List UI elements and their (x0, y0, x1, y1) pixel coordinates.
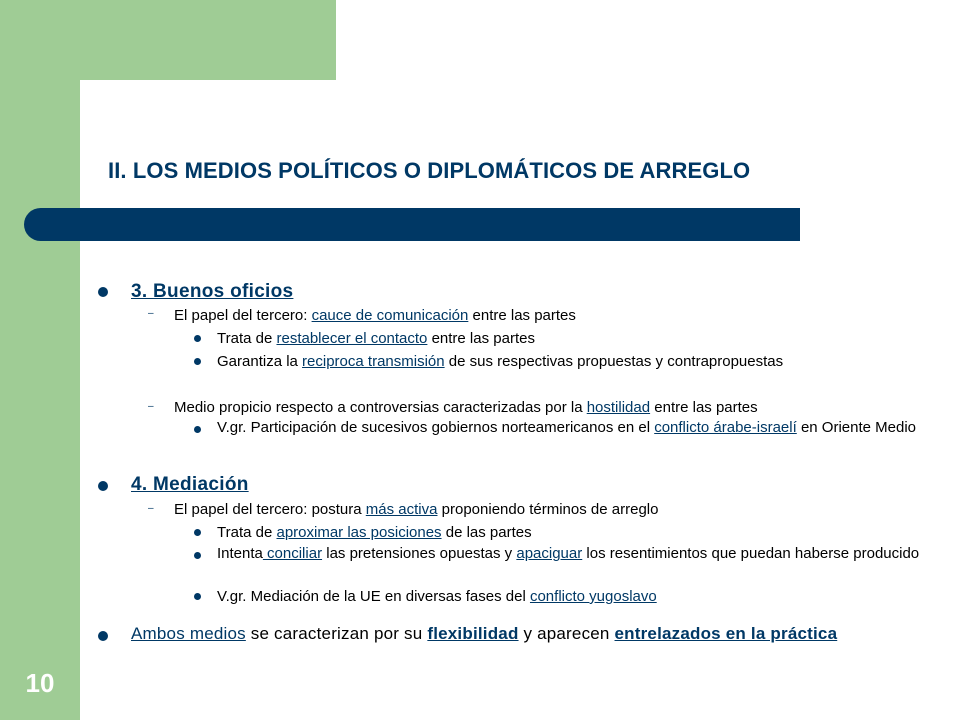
bullet-icon (194, 426, 201, 433)
mediacion-item-1: El papel del tercero: postura más activa proponiendo términos de arreglo (174, 501, 659, 518)
mediacion-sub-2: Intenta conciliar las pretensiones opuestas y apaciguar los resentimientos que puedan haberse producido (217, 545, 920, 562)
heading-buenos-oficios[interactable]: 3. Buenos oficios (131, 281, 294, 302)
conclusion-paragraph: Ambos medios se caracterizan por su flexibilidad y aparecen entrelazados en la práctica (131, 624, 838, 643)
link-reciproca-transmision[interactable]: reciproca transmisión (302, 353, 445, 370)
dash-icon: – (148, 401, 154, 412)
buenos-oficios-sub-1: Trata de restablecer el contacto entre las partes (217, 330, 535, 347)
link-aproximar-posiciones[interactable]: aproximar las posiciones (276, 524, 442, 541)
mediacion-sub-3: V.gr. Mediación de la UE en diversas fases del conflicto yugoslavo (217, 588, 657, 605)
bullet-icon (194, 358, 201, 365)
buenos-oficios-sub-2: Garantiza la reciproca transmisión de sus respectivas propuestas y contrapropuestas (217, 353, 784, 370)
buenos-oficios-item-1: El papel del tercero: cauce de comunicación entre las partes (174, 307, 576, 324)
link-flexibilidad[interactable]: flexibilidad (427, 624, 519, 643)
buenos-oficios-item-2: Medio propicio respecto a controversias caracterizadas por la hostilidad entre las partes (174, 399, 758, 416)
buenos-oficios-sub-3: V.gr. Participación de sucesivos gobiernos norteamericanos en el conflicto árabe-israelí en Oriente Medio (217, 419, 917, 436)
heading-mediacion[interactable]: 4. Mediación (131, 474, 249, 495)
slide-number: 10 (25, 668, 55, 698)
link-ambos-medios[interactable]: Ambos medios (131, 624, 246, 643)
bullet-icon (194, 593, 201, 600)
slide-title: II. LOS MEDIOS POLÍTICOS O DIPLOMÁTICOS DE ARREGLO (108, 158, 751, 183)
bullet-icon (98, 287, 108, 297)
bullet-icon (194, 335, 201, 342)
link-conflicto-yugoslavo[interactable]: conflicto yugoslavo (529, 588, 657, 605)
bullet-icon (194, 552, 201, 559)
link-cauce-comunicacion[interactable]: cauce de comunicación (311, 307, 469, 324)
link-conciliar[interactable]: conciliar (262, 545, 323, 562)
dash-icon: – (148, 308, 154, 319)
dash-icon: – (148, 503, 154, 514)
bullet-icon (98, 631, 108, 641)
mediacion-sub-1: Trata de aproximar las posiciones de las partes (217, 524, 532, 541)
bullet-icon (98, 481, 108, 491)
link-restablecer-contacto[interactable]: restablecer el contacto (276, 330, 428, 347)
bullet-icon (194, 529, 201, 536)
link-conflicto-arabe-israeli[interactable]: conflicto árabe-israelí (654, 419, 797, 436)
link-apaciguar[interactable]: apaciguar (516, 545, 583, 562)
link-hostilidad[interactable]: hostilidad (586, 399, 651, 416)
link-entrelazados-practica[interactable]: entrelazados en la práctica (614, 624, 838, 643)
link-mas-activa[interactable]: más activa (365, 501, 438, 518)
